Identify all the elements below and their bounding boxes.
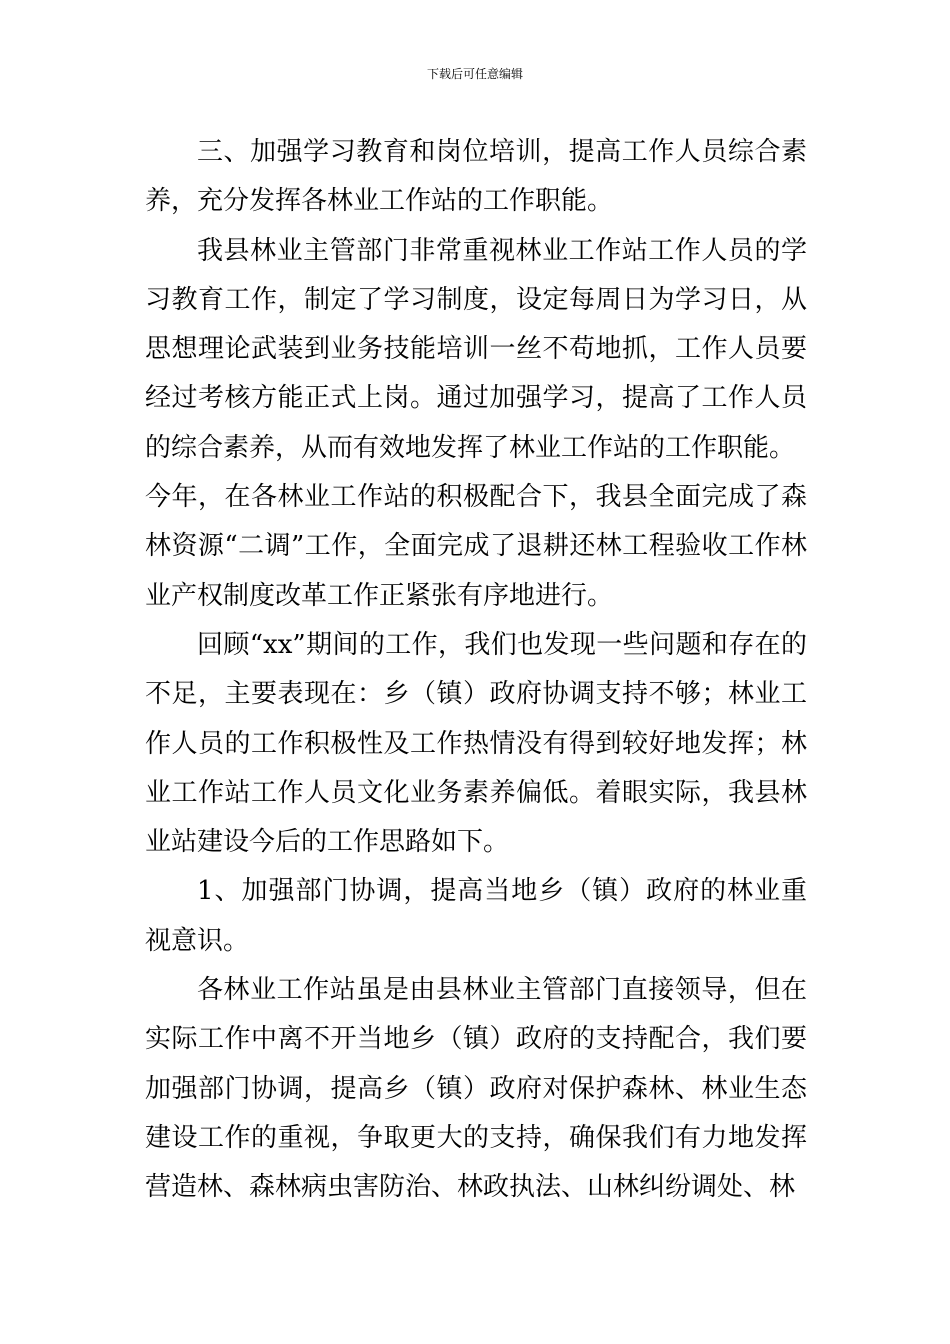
- paragraph-3: 今年，在各林业工作站的积极配合下，我县全面完成了森林资源“二调”工作，全面完成了退耕还林工程验收工作林业产权制度改革工作正紧张有序地进行。: [145, 482, 807, 611]
- paragraph-1: 三、加强学习教育和岗位培训，提高工作人员综合素养，充分发挥各林业工作站的工作职能。: [145, 137, 807, 217]
- page-header: 下载后可任意编辑: [426, 67, 523, 81]
- paragraph-4: 回顾“xx”期间的工作，我们也发现一些问题和存在的不足，主要表现在：乡（镇）政府协调支持不够；林业工作人员的工作积极性及工作热情没有得到较好地发挥；林业工作站工作人员文化业务素养偏低。着眼实际，我县林业站建设今后的工作思路如下。: [145, 629, 807, 858]
- paragraph-2: 我县林业主管部门非常重视林业工作站工作人员的学习教育工作，制定了学习制度，设定每周日为学习日，从思想理论武装到业务技能培训一丝不苟地抓，工作人员要经过考核方能正式上岗。通过加强学习，提高了工作人员的综合素养，从而有效地发挥了林业工作站的工作职能。: [145, 235, 807, 463]
- paragraph-5: 1、加强部门协调，提高当地乡（镇）政府的林业重视意识。: [145, 876, 807, 956]
- document-body: [145, 128, 807, 1213]
- paragraph-6: 各林业工作站虽是由县林业主管部门直接领导，但在实际工作中离不开当地乡（镇）政府的支持配合，我们要加强部门协调，提高乡（镇）政府对保护森林、林业生态建设工作的重视，争取更大的支持，确保我们有力地发挥营造林、森林病虫害防治、林政执法、山林纠纷调处、林: [145, 975, 807, 1203]
